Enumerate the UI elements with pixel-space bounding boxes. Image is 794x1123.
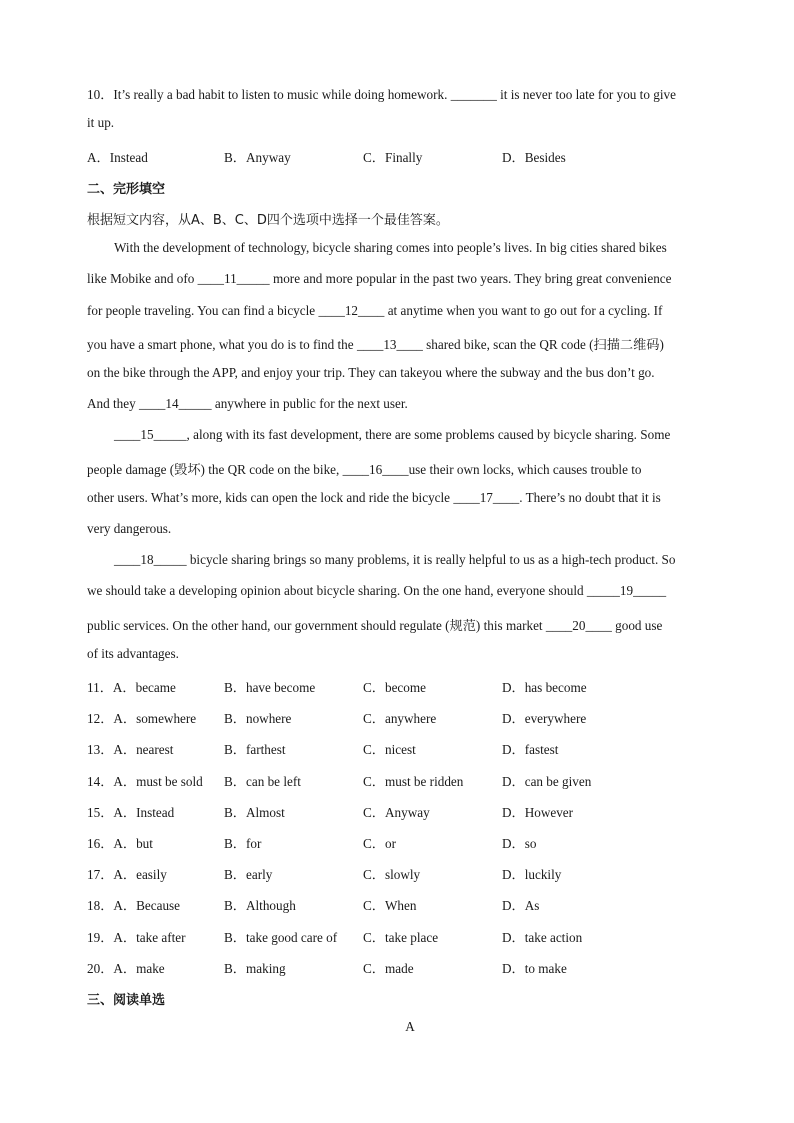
question-option-d: D．can be given — [502, 773, 592, 789]
question-number: 15． — [87, 804, 114, 820]
passage-p3-line4: of its advantages. — [87, 646, 179, 661]
text-segment: you have a smart phone, what you do is to find the — [87, 337, 357, 352]
question-option-b: B．early — [224, 867, 273, 883]
question-num-and-a — [87, 802, 174, 821]
question-option-d: D．However — [502, 804, 574, 820]
passage-p2-line1 — [114, 427, 708, 443]
question-option-a: A．easily — [113, 867, 167, 883]
question-num-and-a — [87, 739, 173, 758]
question-num-and-a — [87, 927, 186, 946]
q10-stem-line1: 10．It’s really a bad habit to listen to music while doing homework. _______ it is never too late for you to give — [87, 87, 676, 102]
blank-18: ____18_____ — [114, 552, 187, 567]
blank-12: ____12____ — [318, 303, 385, 318]
reading-passage-label: A — [405, 1019, 415, 1034]
blank-20: ____20____ — [545, 618, 612, 633]
passage-p1-line3 — [87, 303, 708, 319]
passage-p3-line1 — [114, 552, 708, 568]
blank-17: ____17____ — [453, 490, 520, 505]
question-option-c: C．Anyway — [363, 804, 430, 820]
q10-option-d: D．Besides — [502, 150, 566, 165]
question-option-a: A．became — [112, 680, 176, 695]
question-option-c: C．or — [363, 836, 396, 851]
passage-p2-line4: very dangerous. — [87, 521, 172, 536]
question-number: 16． — [87, 836, 114, 851]
question-option-d: D．take action — [502, 929, 583, 945]
text-segment: . There’s no doubt that it is — [519, 490, 661, 505]
question-option-d: D．As — [502, 898, 540, 914]
text-segment: good use — [611, 618, 663, 633]
text-segment: people damage (毁坏) the QR code on the bike, — [87, 462, 343, 477]
question-option-a: A．Instead — [113, 804, 175, 820]
text-segment: anywhere in public for the next user. — [211, 396, 408, 411]
question-num-and-a — [87, 771, 203, 790]
question-option-c: C．must be ridden — [363, 773, 464, 789]
question-option-b: B．making — [224, 960, 286, 976]
question-number: 18． — [87, 898, 114, 914]
section-instruction: 根据短文内容，从A、B、C、D四个选项中选择一个最佳答案。 — [87, 213, 449, 228]
question-number: 19． — [87, 929, 114, 945]
blank-11: ____11_____ — [197, 271, 270, 286]
question-option-c: C．take place — [363, 929, 439, 945]
question-option-c: C．anywhere — [363, 711, 437, 727]
question-option-d: D．luckily — [502, 867, 562, 883]
question-option-b: B．can be left — [224, 773, 301, 789]
question-option-d: D．everywhere — [502, 711, 587, 727]
blank-14: ____14_____ — [139, 396, 212, 411]
text-segment: we should take a developing opinion about bicycle sharing. On the one hand, everyone should — [87, 583, 587, 598]
question-option-a: A．Because — [113, 898, 181, 914]
question-option-b: B．nowhere — [224, 711, 292, 727]
question-option-c: C．When — [363, 898, 417, 914]
q10-stem-line2: it up. — [87, 115, 115, 130]
question-num-and-a — [87, 864, 167, 883]
text-segment: public services. On the other hand, our government should regulate (规范) this market — [87, 618, 546, 633]
question-option-a: A．take after — [113, 929, 186, 945]
blank-15: ____15_____ — [114, 427, 187, 442]
question-option-b: B．have become — [224, 680, 316, 695]
question-num-and-a — [87, 833, 153, 852]
question-option-a: A．but — [113, 836, 153, 851]
question-option-c: C．become — [363, 680, 426, 695]
question-number: 13． — [87, 742, 114, 758]
question-option-d: D．has become — [502, 680, 587, 695]
question-option-c: C．nicest — [363, 742, 416, 758]
text-segment: more and more popular in the past two years. They bring great convenience — [269, 271, 672, 286]
question-number: 17． — [87, 867, 114, 883]
text-segment: shared bike, scan the QR code (扫描二维码) — [422, 337, 664, 352]
passage-p1-line6 — [87, 396, 708, 412]
text-segment: use their own locks, which causes trouble to — [408, 462, 642, 477]
passage-p1-line5: on the bike through the APP, and enjoy your trip. They can takeyou where the subway and the bus don’t go. — [87, 365, 655, 380]
text-segment: for people traveling. You can find a bicycle — [87, 303, 319, 318]
question-num-and-a — [87, 677, 176, 696]
blank-16: ____16____ — [342, 462, 409, 477]
question-option-a: A．somewhere — [113, 711, 197, 727]
question-option-c: C．slowly — [363, 867, 421, 883]
text-segment: like Mobike and ofo — [87, 271, 198, 286]
question-number: 14． — [87, 773, 114, 789]
question-option-b: B．farthest — [224, 742, 286, 758]
question-option-b: B．take good care of — [224, 929, 338, 945]
question-num-and-a — [87, 895, 180, 914]
q10-option-b: B．Anyway — [224, 150, 291, 165]
passage-p1-line4 — [87, 334, 708, 353]
section-heading-cloze: 二、完形填空 — [87, 182, 166, 197]
question-option-a: A．nearest — [113, 742, 174, 758]
question-num-and-a — [87, 708, 196, 727]
question-option-a: A．must be sold — [113, 773, 203, 789]
question-number: 11． — [87, 680, 113, 695]
question-option-b: B．Almost — [224, 804, 285, 820]
blank-13: ____13____ — [356, 337, 423, 352]
question-option-b: B．Although — [224, 898, 296, 914]
question-option-a: A．make — [113, 960, 165, 976]
question-option-c: C．made — [363, 960, 414, 976]
text-segment: , along with its fast development, there are some problems caused by bicycle sharing. Some — [186, 427, 671, 442]
passage-p2-line2 — [87, 459, 708, 478]
question-option-d: D．so — [502, 836, 537, 851]
passage-p2-line3 — [87, 490, 708, 506]
text-segment: And they — [87, 396, 140, 411]
blank-19: _____19_____ — [586, 583, 667, 598]
q10-option-a: A．Instead — [87, 150, 148, 165]
question-number: 20． — [87, 960, 114, 976]
question-number: 12． — [87, 711, 114, 727]
question-num-and-a — [87, 958, 165, 977]
text-segment: at anytime when you want to go out for a cycling. If — [384, 303, 663, 318]
passage-p1-line1: With the development of technology, bicycle sharing comes into people’s lives. In big cities shared bikes — [114, 240, 667, 255]
section-heading-reading: 三、阅读单选 — [87, 993, 166, 1008]
text-segment: other users. What’s more, kids can open the lock and ride the bicycle — [87, 490, 454, 505]
q10-option-c: C．Finally — [363, 150, 423, 165]
passage-p3-line3 — [87, 615, 708, 634]
question-option-b: B．for — [224, 836, 262, 851]
question-option-d: D．fastest — [502, 742, 559, 758]
text-segment: bicycle sharing brings so many problems, it is really helpful to us as a high-tech product. So — [186, 552, 676, 567]
passage-p3-line2 — [87, 583, 708, 599]
question-option-d: D．to make — [502, 960, 567, 976]
passage-p1-line2 — [87, 271, 708, 287]
